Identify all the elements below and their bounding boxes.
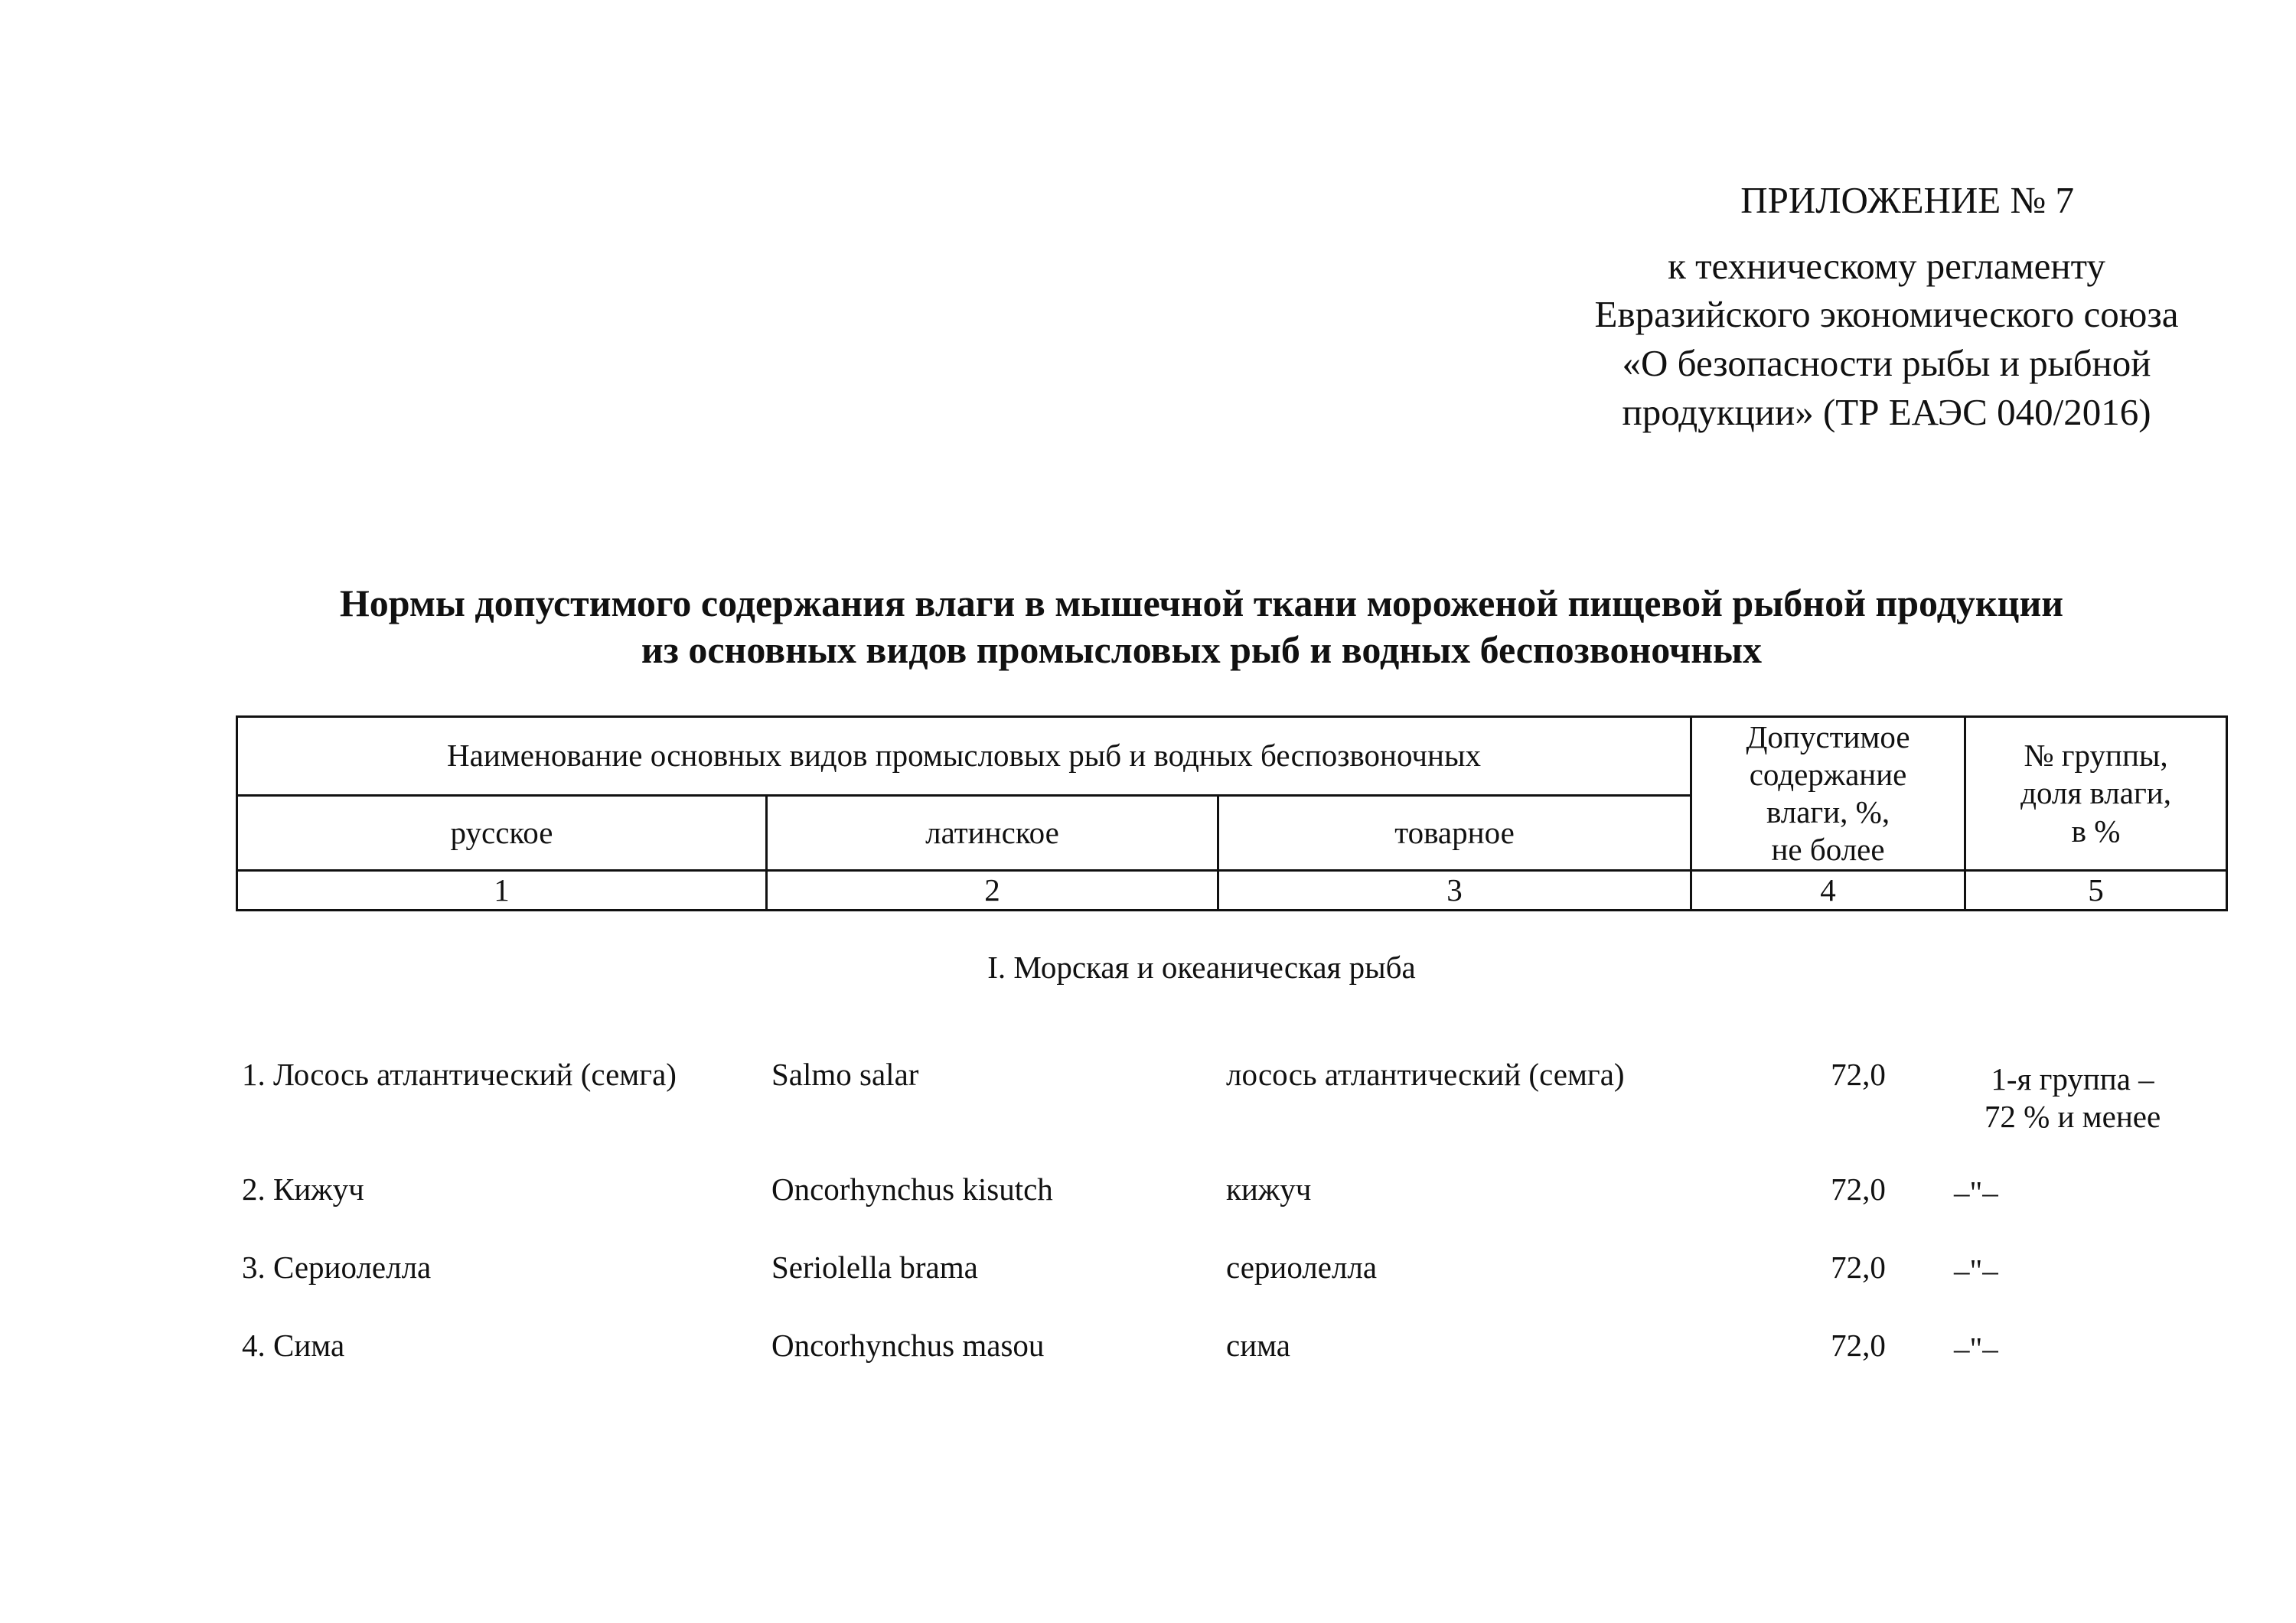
cell-trade: кижуч	[1226, 1172, 1312, 1207]
header-russian: русское	[237, 796, 767, 871]
cell-latin: Seriolella brama	[771, 1250, 978, 1285]
appendix-line-3: «О безопасности рыбы и рыбной	[1622, 342, 2151, 385]
cell-moisture: 72,0	[1831, 1057, 1886, 1092]
cell-latin: Salmo salar	[771, 1057, 919, 1092]
header-moisture-line-1: Допустимое	[1746, 719, 1910, 754]
table-row	[236, 1249, 2226, 1327]
cell-group	[1942, 1061, 2203, 1136]
cell-russian: 3. Сериолелла	[242, 1250, 432, 1285]
cell-russian: 2. Кижуч	[242, 1172, 364, 1207]
header-number-5: 5	[1965, 871, 2227, 911]
appendix-line-4: продукции» (ТР ЕАЭС 040/2016)	[1622, 390, 2151, 433]
cell-group-line-1: –"–	[1954, 1253, 1998, 1288]
document-title-line-1: Нормы допустимого содержания влаги в мышечной ткани мороженой пищевой рыбной продукции	[339, 582, 2064, 624]
header-group-line-2: доля влаги,	[2020, 775, 2171, 811]
header-group-line-1: № группы,	[2024, 738, 2168, 774]
appendix-line-2: Евразийского экономического союза	[1594, 293, 2179, 336]
header-row-1	[237, 717, 2227, 796]
header-number-1: 1	[237, 871, 767, 911]
header-name-group: Наименование основных видов промысловых рыб и водных беспозвоночных	[237, 717, 1691, 796]
header-group	[1965, 717, 2227, 871]
cell-group	[1954, 1330, 2214, 1367]
table-row	[236, 1171, 2226, 1249]
cell-moisture: 72,0	[1831, 1328, 1886, 1363]
cell-latin: Oncorhynchus kisutch	[771, 1172, 1053, 1207]
appendix-title: ПРИЛОЖЕНИЕ № 7	[1740, 179, 2074, 221]
document-title-line-2: из основных видов промысловых рыб и водных беспозвоночных	[641, 628, 1763, 671]
header-group-line-3: в %	[2071, 813, 2121, 849]
header-moisture-line-4: не более	[1771, 832, 1885, 868]
table-row	[236, 1056, 2226, 1171]
table-row	[236, 1327, 2226, 1405]
cell-group	[1954, 1252, 2214, 1289]
cell-trade: лосось атлантический (семга)	[1226, 1057, 1625, 1092]
table-header	[236, 715, 2228, 911]
table-body	[236, 1056, 2226, 1405]
cell-group-line-1: –"–	[1954, 1331, 1998, 1366]
header-moisture-line-2: содержание	[1749, 756, 1907, 792]
header-latin: латинское	[767, 796, 1218, 871]
cell-russian: 1. Лосось атлантический (семга)	[242, 1057, 677, 1092]
cell-trade: сериолелла	[1226, 1250, 1378, 1285]
cell-russian: 4. Сима	[242, 1328, 345, 1363]
cell-moisture: 72,0	[1831, 1172, 1886, 1207]
cell-latin: Oncorhynchus masou	[771, 1328, 1045, 1363]
header-number-row	[237, 871, 2227, 911]
header-moisture-line-3: влаги, %,	[1766, 794, 1890, 829]
cell-group	[1954, 1174, 2214, 1211]
cell-group-line-1: –"–	[1954, 1175, 1998, 1210]
cell-moisture: 72,0	[1831, 1250, 1886, 1285]
header-number-4: 4	[1691, 871, 1965, 911]
appendix-block	[1446, 176, 2212, 436]
cell-group-line-2: 72 % и менее	[1984, 1099, 2161, 1135]
header-trade: товарное	[1218, 796, 1691, 871]
header-number-3: 3	[1218, 871, 1691, 911]
header-moisture	[1691, 717, 1965, 871]
section-title: I. Морская и океаническая рыба	[987, 950, 1416, 985]
cell-trade: сима	[1226, 1328, 1291, 1363]
document-title	[230, 580, 2174, 673]
header-number-2: 2	[767, 871, 1218, 911]
cell-group-line-1: 1-я группа –	[1991, 1061, 2154, 1097]
appendix-line-1: к техническому регламенту	[1668, 244, 2105, 287]
